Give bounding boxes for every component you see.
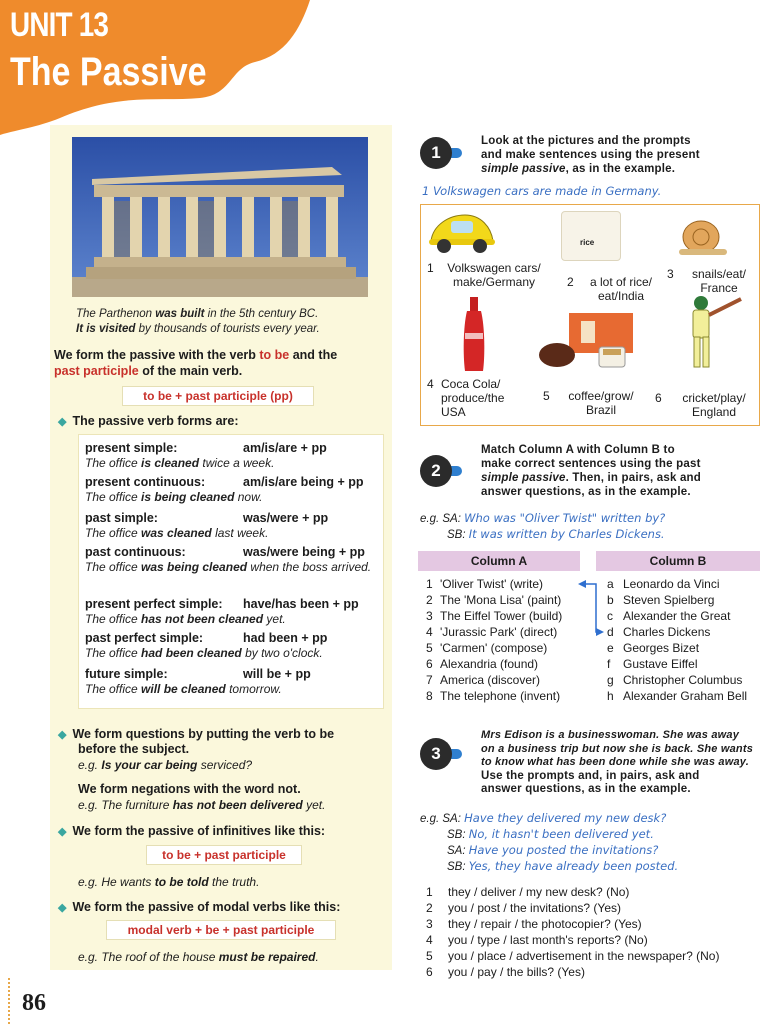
prompt-item: 4 you / type / last month's reports? (No): [426, 933, 648, 947]
column-b-item: b Steven Spielberg: [607, 593, 715, 607]
diamond-bullet-icon: ◆: [58, 416, 67, 428]
column-b-item: h Alexander Graham Bell: [607, 689, 748, 703]
exercise-1-number: 1: [420, 137, 452, 169]
picture-label-5: 5 coffee/grow/ Brazil: [543, 389, 634, 417]
form-past-perfect: past perfect simple: had been + pp The office had been cleaned by two o'clock.: [85, 631, 328, 660]
page-number: 86: [22, 990, 46, 1016]
photo-caption-1: The Parthenon was built in the 5th century BC.: [76, 308, 319, 320]
coca-cola-bottle-picture: [461, 297, 487, 373]
dialogue-line: e.g. SA: Have they delivered my new desk?: [420, 811, 667, 825]
picture-label-3: 3 snails/eat/ France: [667, 267, 747, 295]
prompt-item: 3 they / repair / the photocopier? (Yes): [426, 917, 642, 931]
picture-label-2: 2 a lot of rice/ eat/India: [567, 275, 653, 303]
column-b-header: Column B: [596, 551, 760, 571]
column-b-item: f Gustave Eiffel: [607, 657, 698, 671]
diamond-bullet-icon: ◆: [58, 902, 67, 914]
forms-intro: ◆ The passive verb forms are:: [58, 414, 239, 428]
column-b-item: c Alexander the Great: [607, 609, 731, 623]
dialogue-line: SB: No, it hasn't been delivered yet.: [447, 827, 654, 841]
exercise-2-example-sa: e.g. SA: Who was "Oliver Twist" written by?: [420, 511, 666, 525]
column-a-header: Column A: [418, 551, 580, 571]
match-line-icon: [576, 580, 606, 638]
diamond-bullet-icon: ◆: [58, 729, 67, 741]
column-a-item: 7 America (discover): [426, 673, 541, 687]
passive-rule: We form the passive with the verb to be and the past participle of the main verb.: [54, 348, 338, 378]
column-b-item: g Christopher Columbus: [607, 673, 743, 687]
infinitive-formula: to be + past participle: [146, 845, 302, 865]
form-present-continuous: present continuous: am/is/are being + pp The office is being cleaned now.: [85, 475, 364, 504]
form-future-simple: future simple: will be + pp The office will be cleaned tomorrow.: [85, 667, 311, 696]
cricket-player-picture: [677, 293, 743, 375]
form-past-simple: past simple: was/were + pp The office was cleaned last week.: [85, 511, 329, 540]
unit-banner: [0, 0, 310, 135]
infinitive-example: e.g. He wants to be told the truth.: [78, 875, 260, 889]
prompt-item: 2 you / post / the invitations? (Yes): [426, 901, 621, 915]
exercise-1-instructions: Look at the pictures and the prompts and make sentences using the present simple passive, as in the example.: [481, 135, 700, 175]
coffee-picture: [539, 311, 639, 371]
column-a-item: 4 'Jurassic Park' (direct): [426, 625, 558, 639]
diamond-bullet-icon: ◆: [58, 826, 67, 838]
grammar-panel: [50, 125, 392, 970]
exercise-2-example-sb: SB: It was written by Charles Dickens.: [447, 527, 665, 541]
unit-label: UNIT 13: [10, 6, 109, 44]
exercise-2-number: 2: [420, 455, 452, 487]
questions-rule: ◆ We form questions by putting the verb to be: [58, 727, 335, 741]
column-a-item: 5 'Carmen' (compose): [426, 641, 548, 655]
picture-label-6: 6 cricket/play/ England: [655, 391, 746, 419]
negation-example: e.g. The furniture has not been delivered yet.: [78, 798, 326, 812]
exercise-1-example: 1 Volkswagen cars are made in Germany.: [422, 184, 662, 198]
dialogue-line: SB: Yes, they have already been posted.: [447, 859, 679, 873]
column-b-item: d Charles Dickens: [607, 625, 711, 639]
photo-caption-2: It is visited by thousands of tourists every year.: [76, 323, 320, 335]
column-a-item: 2 The 'Mona Lisa' (paint): [426, 593, 562, 607]
page-edge-dots: [8, 978, 10, 1024]
column-a-item: 3 The Eiffel Tower (build): [426, 609, 563, 623]
volkswagen-beetle-picture: [427, 211, 497, 255]
modal-example: e.g. The roof of the house must be repaired.: [78, 950, 319, 964]
column-a-item: 1 'Oliver Twist' (write): [426, 577, 544, 591]
modal-formula: modal verb + be + past participle: [106, 920, 336, 940]
exercise-2-instructions: Match Column A with Column B to make correct sentences using the past simple passive. Then, in pairs, ask and answer questions, as in the example.: [481, 444, 702, 498]
form-past-continuous: past continuous: was/were being + pp The office was being cleaned when the boss arrived.: [85, 545, 372, 574]
questions-rule-cont: before the subject.: [78, 742, 190, 756]
column-a-item: 8 The telephone (invent): [426, 689, 561, 703]
infinitive-rule: ◆ We form the passive of infinitives like this:: [58, 824, 326, 838]
prompt-item: 5 you / place / advertisement in the newspaper? (No): [426, 949, 720, 963]
parthenon-photo: [72, 137, 368, 297]
unit-title: The Passive: [10, 50, 207, 94]
exercise-3-number: 3: [420, 738, 452, 770]
modal-rule: ◆ We form the passive of modal verbs like this:: [58, 900, 341, 914]
prompt-item: 6 you / pay / the bills? (Yes): [426, 965, 585, 979]
snail-picture: [673, 217, 731, 257]
dialogue-line: SA: Have you posted the invitations?: [447, 843, 659, 857]
form-present-perfect: present perfect simple: have/has been + pp The office has not been cleaned yet.: [85, 597, 359, 626]
column-b-item: a Leonardo da Vinci: [607, 577, 720, 591]
main-formula: to be + past participle (pp): [122, 386, 314, 406]
picture-label-1: 1 Volkswagen cars/ make/Germany: [427, 261, 541, 289]
prompt-item: 1 they / deliver / my new desk? (No): [426, 885, 630, 899]
column-a-item: 6 Alexandria (found): [426, 657, 539, 671]
rice-bag-picture: rice: [561, 211, 621, 261]
exercise-3-instructions: Mrs Edison is a businesswoman. She was away on a business trip but now she is back. She wants to know what has been done while she was away. Use the prompts and, in pairs, ask and answer questions, as in the example.: [481, 729, 754, 795]
questions-example: e.g. Is your car being serviced?: [78, 758, 253, 772]
column-b-item: e Georges Bizet: [607, 641, 700, 655]
verb-forms-box: [78, 434, 384, 709]
negation-rule: We form negations with the word not.: [78, 782, 301, 796]
form-present-simple: present simple: am/is/are + pp The office is cleaned twice a week.: [85, 441, 327, 470]
exercise-1-pictures: [420, 204, 760, 426]
picture-label-4: 4 Coca Cola/ produce/the USA: [427, 377, 505, 419]
